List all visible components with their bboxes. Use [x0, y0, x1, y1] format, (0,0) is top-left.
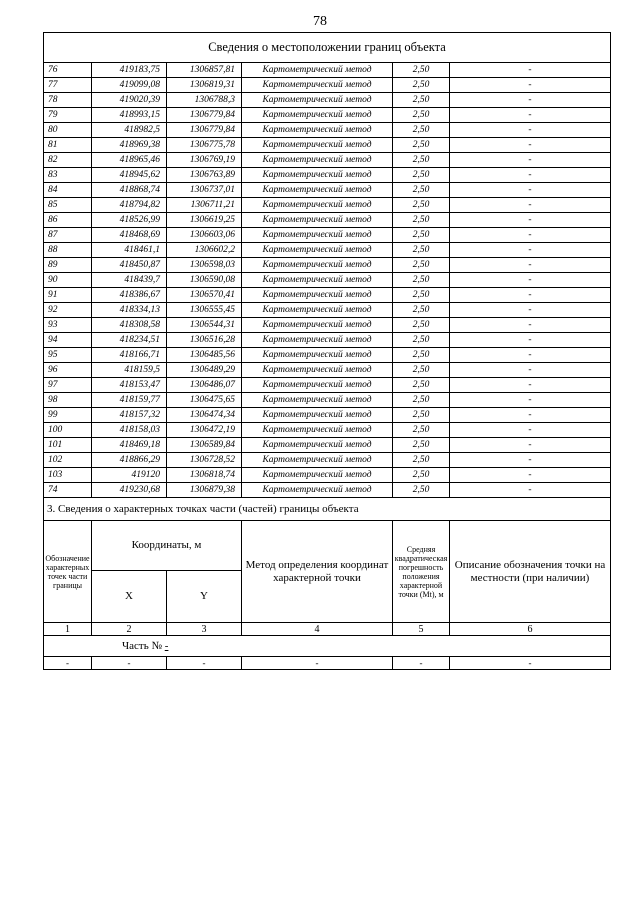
coord-x: 418866,29: [92, 453, 167, 468]
description-cell: -: [450, 183, 611, 198]
method-cell: Картометрический метод: [242, 303, 393, 318]
point-number: 74: [44, 483, 92, 498]
table-row: [44, 438, 611, 453]
table-row: [44, 333, 611, 348]
method-cell: Картометрический метод: [242, 363, 393, 378]
accuracy-cell: 2,50: [393, 168, 450, 183]
point-number: 90: [44, 273, 92, 288]
accuracy-cell: 2,50: [393, 423, 450, 438]
point-number: 89: [44, 258, 92, 273]
coord-x: 418794,82: [92, 198, 167, 213]
coord-y: 1306544,31: [167, 318, 242, 333]
coord-x: 418159,5: [92, 363, 167, 378]
coord-y: 1306474,34: [167, 408, 242, 423]
coord-y: 1306775,78: [167, 138, 242, 153]
table-row: [44, 483, 611, 498]
point-number: 85: [44, 198, 92, 213]
accuracy-cell: 2,50: [393, 213, 450, 228]
accuracy-cell: 2,50: [393, 108, 450, 123]
empty-cell: -: [450, 657, 611, 670]
table-row: [44, 318, 611, 333]
table-row: [44, 63, 611, 78]
coord-y: 1306711,21: [167, 198, 242, 213]
page-number: 78: [313, 14, 327, 29]
method-cell: Картометрический метод: [242, 468, 393, 483]
method-cell: Картометрический метод: [242, 93, 393, 108]
accuracy-cell: 2,50: [393, 183, 450, 198]
method-cell: Картометрический метод: [242, 453, 393, 468]
table-row: [44, 363, 611, 378]
description-cell: -: [450, 213, 611, 228]
accuracy-cell: 2,50: [393, 63, 450, 78]
coord-x: 419020,39: [92, 93, 167, 108]
accuracy-cell: 2,50: [393, 393, 450, 408]
point-number: 83: [44, 168, 92, 183]
table-row: [44, 378, 611, 393]
coord-y: 1306779,84: [167, 123, 242, 138]
accuracy-cell: 2,50: [393, 318, 450, 333]
coord-y: 1306763,89: [167, 168, 242, 183]
table-row: [44, 168, 611, 183]
description-cell: -: [450, 468, 611, 483]
col-index: 5: [393, 623, 450, 636]
method-cell: Картометрический метод: [242, 198, 393, 213]
method-cell: Картометрический метод: [242, 288, 393, 303]
col-y-header: Y: [167, 571, 242, 623]
table-row: [44, 408, 611, 423]
coord-x: 418158,03: [92, 423, 167, 438]
method-cell: Картометрический метод: [242, 63, 393, 78]
method-cell: Картометрический метод: [242, 348, 393, 363]
point-number: 76: [44, 63, 92, 78]
coord-y: 1306619,25: [167, 213, 242, 228]
coord-y: 1306472,19: [167, 423, 242, 438]
coord-y: 1306819,31: [167, 78, 242, 93]
accuracy-cell: 2,50: [393, 243, 450, 258]
method-cell: Картометрический метод: [242, 333, 393, 348]
coord-y: 1306788,3: [167, 93, 242, 108]
point-number: 103: [44, 468, 92, 483]
point-number: 77: [44, 78, 92, 93]
empty-cell: -: [92, 657, 167, 670]
table-row: [44, 453, 611, 468]
method-cell: Картометрический метод: [242, 273, 393, 288]
method-cell: Картометрический метод: [242, 438, 393, 453]
col-index: 2: [92, 623, 167, 636]
boundary-table: [43, 32, 611, 670]
description-cell: -: [450, 453, 611, 468]
coord-y: 1306737,01: [167, 183, 242, 198]
coord-x: 418334,13: [92, 303, 167, 318]
accuracy-cell: 2,50: [393, 468, 450, 483]
accuracy-cell: 2,50: [393, 483, 450, 498]
coord-y: 1306879,38: [167, 483, 242, 498]
coord-x: 418461,1: [92, 243, 167, 258]
method-cell: Картометрический метод: [242, 138, 393, 153]
coord-y: 1306570,41: [167, 288, 242, 303]
col-index: 1: [44, 623, 92, 636]
description-cell: -: [450, 393, 611, 408]
description-cell: -: [450, 63, 611, 78]
description-cell: -: [450, 198, 611, 213]
table-row: [44, 228, 611, 243]
table-row: [44, 93, 611, 108]
description-cell: -: [450, 273, 611, 288]
table-row: [44, 273, 611, 288]
point-number: 84: [44, 183, 92, 198]
accuracy-cell: 2,50: [393, 93, 450, 108]
accuracy-cell: 2,50: [393, 138, 450, 153]
description-cell: -: [450, 378, 611, 393]
method-cell: Картометрический метод: [242, 243, 393, 258]
point-number: 99: [44, 408, 92, 423]
coord-x: 418468,69: [92, 228, 167, 243]
section-title: Сведения о местоположении границ объекта: [44, 33, 611, 63]
accuracy-cell: 2,50: [393, 408, 450, 423]
accuracy-cell: 2,50: [393, 78, 450, 93]
col-mt-header: Средняя квадратическая погрешность положения характерной точки (Mt), м: [393, 521, 450, 623]
coord-y: 1306486,07: [167, 378, 242, 393]
coord-x: 418234,51: [92, 333, 167, 348]
description-cell: -: [450, 153, 611, 168]
col-desc-header: Описание обозначения точки на местности (при наличии): [450, 521, 611, 623]
coord-y: 1306857,81: [167, 63, 242, 78]
coord-x: 419230,68: [92, 483, 167, 498]
coord-x: 418386,67: [92, 288, 167, 303]
description-cell: -: [450, 423, 611, 438]
point-number: 86: [44, 213, 92, 228]
method-cell: Картометрический метод: [242, 78, 393, 93]
description-cell: -: [450, 78, 611, 93]
method-cell: Картометрический метод: [242, 393, 393, 408]
col-index: 6: [450, 623, 611, 636]
coord-x: 418868,74: [92, 183, 167, 198]
accuracy-cell: 2,50: [393, 198, 450, 213]
accuracy-cell: 2,50: [393, 258, 450, 273]
method-cell: Картометрический метод: [242, 123, 393, 138]
table-row: [44, 393, 611, 408]
description-cell: -: [450, 228, 611, 243]
coord-x: 419120: [92, 468, 167, 483]
point-number: 98: [44, 393, 92, 408]
accuracy-cell: 2,50: [393, 273, 450, 288]
method-cell: Картометрический метод: [242, 318, 393, 333]
description-cell: -: [450, 438, 611, 453]
description-cell: -: [450, 108, 611, 123]
coord-x: 418308,58: [92, 318, 167, 333]
description-cell: -: [450, 138, 611, 153]
coord-x: 419099,08: [92, 78, 167, 93]
point-number: 100: [44, 423, 92, 438]
point-number: 91: [44, 288, 92, 303]
part-row: [44, 636, 611, 657]
accuracy-cell: 2,50: [393, 303, 450, 318]
method-cell: Картометрический метод: [242, 228, 393, 243]
coord-x: 418469,18: [92, 438, 167, 453]
table-row: [44, 108, 611, 123]
empty-cell: -: [44, 657, 92, 670]
description-cell: -: [450, 123, 611, 138]
coord-y: 1306603,06: [167, 228, 242, 243]
coord-y: 1306589,84: [167, 438, 242, 453]
description-cell: -: [450, 333, 611, 348]
accuracy-cell: 2,50: [393, 378, 450, 393]
accuracy-cell: 2,50: [393, 123, 450, 138]
coord-x: 418153,47: [92, 378, 167, 393]
method-cell: Картометрический метод: [242, 258, 393, 273]
point-number: 101: [44, 438, 92, 453]
method-cell: Картометрический метод: [242, 183, 393, 198]
method-cell: Картометрический метод: [242, 408, 393, 423]
description-cell: -: [450, 168, 611, 183]
part-label: Часть №: [122, 640, 162, 652]
point-number: 81: [44, 138, 92, 153]
description-cell: -: [450, 408, 611, 423]
table-row: [44, 288, 611, 303]
col-method-header: Метод определения координат характерной точки: [242, 521, 393, 623]
coord-x: 418993,15: [92, 108, 167, 123]
coord-x: 418945,62: [92, 168, 167, 183]
coord-y: 1306602,2: [167, 243, 242, 258]
table-row: [44, 123, 611, 138]
coord-x: 418166,71: [92, 348, 167, 363]
point-number: 102: [44, 453, 92, 468]
table-row: [44, 213, 611, 228]
coord-y: 1306475,65: [167, 393, 242, 408]
point-number: 94: [44, 333, 92, 348]
table-row: [44, 423, 611, 438]
point-number: 95: [44, 348, 92, 363]
coord-x: 418982,5: [92, 123, 167, 138]
col-index: 3: [167, 623, 242, 636]
description-cell: -: [450, 93, 611, 108]
description-cell: -: [450, 243, 611, 258]
coord-y: 1306728,52: [167, 453, 242, 468]
description-cell: -: [450, 483, 611, 498]
coord-y: 1306818,74: [167, 468, 242, 483]
coord-x: 418526,99: [92, 213, 167, 228]
point-number: 78: [44, 93, 92, 108]
accuracy-cell: 2,50: [393, 153, 450, 168]
empty-cell: -: [393, 657, 450, 670]
description-cell: -: [450, 303, 611, 318]
point-number: 79: [44, 108, 92, 123]
point-number: 80: [44, 123, 92, 138]
col-coords-header: Координаты, м: [92, 521, 242, 571]
coord-x: 418965,46: [92, 153, 167, 168]
accuracy-cell: 2,50: [393, 348, 450, 363]
method-cell: Картометрический метод: [242, 378, 393, 393]
description-cell: -: [450, 363, 611, 378]
coord-y: 1306590,08: [167, 273, 242, 288]
method-cell: Картометрический метод: [242, 168, 393, 183]
table-row: [44, 303, 611, 318]
description-cell: -: [450, 348, 611, 363]
table-row: [44, 78, 611, 93]
table-row: [44, 153, 611, 168]
point-number: 92: [44, 303, 92, 318]
accuracy-cell: 2,50: [393, 228, 450, 243]
col-x-header: X: [92, 571, 167, 623]
coord-x: 419183,75: [92, 63, 167, 78]
accuracy-cell: 2,50: [393, 288, 450, 303]
method-cell: Картометрический метод: [242, 483, 393, 498]
table-row: [44, 138, 611, 153]
point-number: 93: [44, 318, 92, 333]
col-point-header: Обозначение характерных точек части границы: [44, 521, 92, 623]
coord-y: 1306598,03: [167, 258, 242, 273]
table-row: [44, 468, 611, 483]
empty-cell: -: [167, 657, 242, 670]
coord-y: 1306555,45: [167, 303, 242, 318]
point-number: 96: [44, 363, 92, 378]
table-row: [44, 183, 611, 198]
point-number: 82: [44, 153, 92, 168]
coord-y: 1306485,56: [167, 348, 242, 363]
empty-cell: -: [242, 657, 393, 670]
method-cell: Картометрический метод: [242, 108, 393, 123]
table-row: [44, 348, 611, 363]
coord-x: 418969,38: [92, 138, 167, 153]
accuracy-cell: 2,50: [393, 363, 450, 378]
description-cell: -: [450, 288, 611, 303]
method-cell: Картометрический метод: [242, 153, 393, 168]
section3-title: 3. Сведения о характерных точках части (частей) границы объекта: [44, 498, 611, 521]
description-cell: -: [450, 318, 611, 333]
col-index: 4: [242, 623, 393, 636]
point-number: 97: [44, 378, 92, 393]
table-row: [44, 198, 611, 213]
description-cell: -: [450, 258, 611, 273]
method-cell: Картометрический метод: [242, 423, 393, 438]
accuracy-cell: 2,50: [393, 438, 450, 453]
point-number: 87: [44, 228, 92, 243]
accuracy-cell: 2,50: [393, 453, 450, 468]
coord-x: 418157,32: [92, 408, 167, 423]
coord-y: 1306779,84: [167, 108, 242, 123]
accuracy-cell: 2,50: [393, 333, 450, 348]
coord-y: 1306769,19: [167, 153, 242, 168]
coord-y: 1306516,28: [167, 333, 242, 348]
coord-y: 1306489,29: [167, 363, 242, 378]
coord-x: 418159,77: [92, 393, 167, 408]
coord-x: 418450,87: [92, 258, 167, 273]
method-cell: Картометрический метод: [242, 213, 393, 228]
table-row: [44, 243, 611, 258]
coord-x: 418439,7: [92, 273, 167, 288]
part-value: -: [164, 640, 169, 652]
point-number: 88: [44, 243, 92, 258]
table-row: [44, 258, 611, 273]
